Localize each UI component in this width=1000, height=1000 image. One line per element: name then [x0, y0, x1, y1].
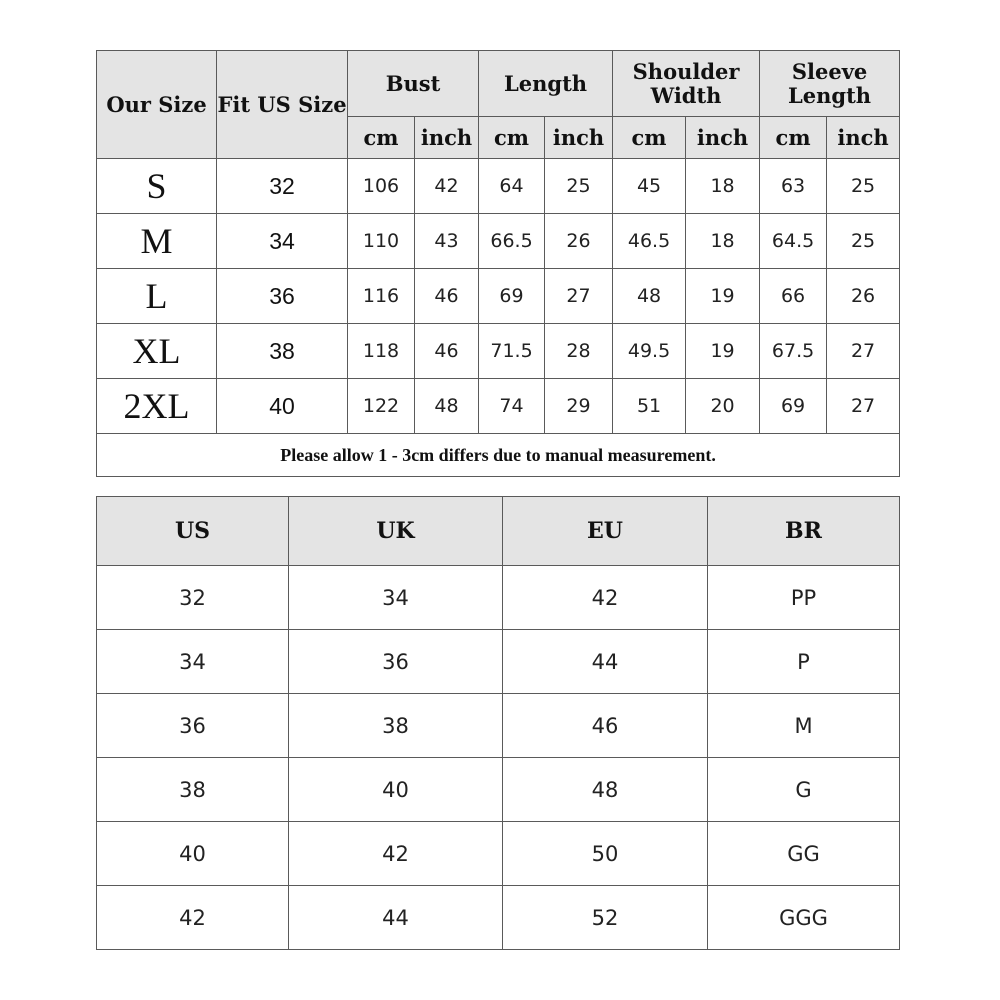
table-cell: 36	[97, 694, 289, 758]
size-label: M	[97, 214, 217, 269]
size-label: 2XL	[97, 379, 217, 434]
bust-header: Bust	[348, 51, 479, 117]
table-cell: 45	[613, 159, 686, 214]
table-cell: GG	[708, 822, 900, 886]
table-cell: 40	[289, 758, 503, 822]
table-cell: 110	[348, 214, 415, 269]
table-cell: 51	[613, 379, 686, 434]
table-cell: 116	[348, 269, 415, 324]
fit-us-size-value: 40	[217, 379, 348, 434]
table-cell: 48	[503, 758, 708, 822]
table-cell: 42	[415, 159, 479, 214]
table-cell: 18	[686, 159, 760, 214]
table-cell: 46	[415, 324, 479, 379]
table-cell: 71.5	[479, 324, 545, 379]
table-row	[97, 566, 900, 630]
table-cell: 48	[613, 269, 686, 324]
table-cell: 63	[760, 159, 827, 214]
table-cell: 44	[503, 630, 708, 694]
table-row	[97, 630, 900, 694]
table-cell: 20	[686, 379, 760, 434]
table-row	[97, 886, 900, 950]
table-cell: 66	[760, 269, 827, 324]
fit-us-size-value: 38	[217, 324, 348, 379]
fit-us-size-value: 34	[217, 214, 348, 269]
size-label: XL	[97, 324, 217, 379]
table-row	[97, 822, 900, 886]
table-cell: 27	[827, 379, 900, 434]
table-cell: 122	[348, 379, 415, 434]
table-cell: 38	[289, 694, 503, 758]
table-cell: 42	[289, 822, 503, 886]
unit-header: cm	[348, 117, 415, 159]
br-header: BR	[708, 497, 900, 566]
table-row	[97, 214, 900, 269]
table-cell: 26	[545, 214, 613, 269]
table-cell: 118	[348, 324, 415, 379]
us-header: US	[97, 497, 289, 566]
table-cell: 64.5	[760, 214, 827, 269]
table-cell: 36	[289, 630, 503, 694]
unit-header: cm	[760, 117, 827, 159]
table-cell: 27	[827, 324, 900, 379]
size-label: L	[97, 269, 217, 324]
unit-header: inch	[827, 117, 900, 159]
table-cell: 46	[415, 269, 479, 324]
table-cell: 43	[415, 214, 479, 269]
table-row	[97, 269, 900, 324]
table-row	[97, 694, 900, 758]
table-cell: 106	[348, 159, 415, 214]
table-cell: 40	[97, 822, 289, 886]
table-cell: 67.5	[760, 324, 827, 379]
table-cell: 18	[686, 214, 760, 269]
table-cell: 34	[289, 566, 503, 630]
table-cell: 69	[760, 379, 827, 434]
sleeve-length-header: Sleeve Length	[760, 51, 900, 117]
table-cell: 44	[289, 886, 503, 950]
unit-header: cm	[479, 117, 545, 159]
table-cell: M	[708, 694, 900, 758]
table-row	[97, 758, 900, 822]
size-chart-header-row	[97, 51, 900, 117]
table-cell: 64	[479, 159, 545, 214]
uk-header: UK	[289, 497, 503, 566]
table-cell: 38	[97, 758, 289, 822]
table-cell: 25	[827, 214, 900, 269]
fit-us-size-header: Fit US Size	[217, 51, 348, 159]
size-conversion-table	[96, 496, 900, 950]
table-cell: GGG	[708, 886, 900, 950]
table-cell: 19	[686, 324, 760, 379]
table-cell: 26	[827, 269, 900, 324]
table-cell: 46	[503, 694, 708, 758]
our-size-header: Our Size	[97, 51, 217, 159]
fit-us-size-value: 36	[217, 269, 348, 324]
table-cell: PP	[708, 566, 900, 630]
table-cell: 66.5	[479, 214, 545, 269]
table-cell: 19	[686, 269, 760, 324]
table-cell: 32	[97, 566, 289, 630]
table-cell: 25	[827, 159, 900, 214]
fit-us-size-value: 32	[217, 159, 348, 214]
table-row	[97, 324, 900, 379]
conversion-header-row	[97, 497, 900, 566]
note-row	[97, 434, 900, 477]
table-cell: 34	[97, 630, 289, 694]
measurement-note: Please allow 1 - 3cm differs due to manual measurement.	[97, 434, 900, 477]
table-cell: 28	[545, 324, 613, 379]
unit-header: cm	[613, 117, 686, 159]
table-cell: 46.5	[613, 214, 686, 269]
table-cell: G	[708, 758, 900, 822]
table-row	[97, 379, 900, 434]
table-cell: 52	[503, 886, 708, 950]
table-cell: 29	[545, 379, 613, 434]
table-cell: P	[708, 630, 900, 694]
unit-header: inch	[545, 117, 613, 159]
table-row	[97, 159, 900, 214]
unit-header: inch	[415, 117, 479, 159]
table-cell: 49.5	[613, 324, 686, 379]
table-cell: 69	[479, 269, 545, 324]
table-cell: 74	[479, 379, 545, 434]
length-header: Length	[479, 51, 613, 117]
table-cell: 42	[503, 566, 708, 630]
unit-header: inch	[686, 117, 760, 159]
shoulder-width-header: Shoulder Width	[613, 51, 760, 117]
table-cell: 48	[415, 379, 479, 434]
table-cell: 27	[545, 269, 613, 324]
table-cell: 50	[503, 822, 708, 886]
table-cell: 42	[97, 886, 289, 950]
eu-header: EU	[503, 497, 708, 566]
size-label: S	[97, 159, 217, 214]
table-cell: 25	[545, 159, 613, 214]
size-chart-table	[96, 50, 900, 477]
